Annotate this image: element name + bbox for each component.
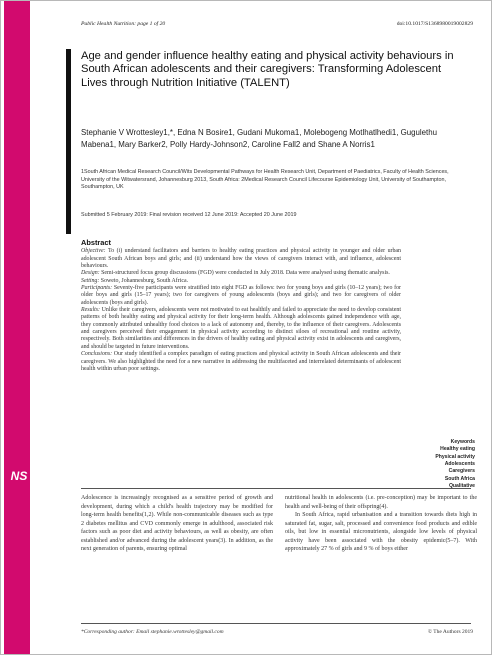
author-list: Stephanie V Wrottesley1,*, Edna N Bosire1, Gudani Mukoma1, Molebogeng Motlhatlhedi1, Gugulethu Mabena1, Mary Barker2, Polly Hardy-Johnson2, Caroline Fall2 and Shane A Norris1 [81,128,438,149]
abstract-heading: Abstract [81,238,111,247]
abstract-setting: Setting: Soweto, Johannesburg, South Africa. [81,277,189,284]
copyright: © The Authors 2019 [427,629,473,635]
keyword-item: South Africa [444,475,475,482]
ns-logo: NS [10,469,28,483]
footer-divider [81,623,471,624]
running-head-doi: doi:10.1017/S1368980019002829 [396,21,473,27]
body-paragraph: Adolescence is increasingly recognised as a sensitive period of growth and development, during which a child's health trajectory may be modified for long-term health benefits(1,2). While non-communicable diseases such as type 2 diabetes mellitus and CVD commonly emerge in adulthood, associated risk factors such as poor diet and activity behaviours, as well as obesity, are often established and/or advanced during the adolescent years(3). In addition, as the next generation of parents, ensuring optimal [81,495,273,552]
abstract-participants: Participants: Seventy-five participants were stratified into eight FGD as follows: two for young boys and girls (10–12 years); two for older boys and girls (15–17 years); two for caregivers of young adolescents (boys and girls); and two for caregivers of older adolescents (boys and girls). [81,285,401,306]
body-column-right [285,494,477,554]
keywords-heading: Keywords [450,439,475,445]
abstract-results: Results: Unlike their caregivers, adolescents were not motivated to eat healthily and failed to appreciate the need to develop consistent patterns of both healthy eating and physical activity for their long-term health. Although adolescents gained independence with age, they commonly attributed unhealthy food choices to a lack of autonomy and, thereby, to the influence of their caregivers. Adolescents and caregivers perceived their engagement in physical activity according to distinct siloes of recreational and routine activity, respectively. Both similarities and differences in the drivers of healthy eating and physical activity exist in adolescents and caregivers, and should be targeted in future interventions. [81,307,401,350]
body-paragraph: In South Africa, rapid urbanisation and a transition towards diets high in saturated fat, sugar, salt, processed and convenience food products and edible oils, but low in essential micronutrients, alongside low levels of physical activity have been associated with the obesity epidemic(5–7). With approximately 27 % of girls and 9 % of boys either [285,512,477,552]
abstract [81,239,401,373]
keywords [405,439,475,490]
abstract-conclusions: Conclusions: Our study identified a complex paradigm of eating practices and physical activity in South African adolescents and their caregivers. We also highlighted the need for a new narrative in addressing the multifaceted and interrelated determinants of adolescent health within urban poor settings. [81,351,401,372]
keyword-item: Physical activity [435,453,475,460]
keyword-item: Qualitative [448,483,475,490]
running-head-journal: Public Health Nutrition: page 1 of 20 [81,21,166,27]
body-column-left [81,494,273,554]
affiliations: 1South African Medical Research Council/Wits Developmental Pathways for Health Research Unit, Department of Paediatrics, Faculty of Health Sciences, University of the Witwatersrand, Johannesburg 2013, South Africa: 2Medical Research Council Lifecourse Epidemiology Unit, University of Southampton, Southampton, UK [81,169,449,191]
journal-sidebar [4,1,30,654]
body-paragraph: nutritional health in adolescents (i.e. pre-conception) may be important to the health and well-being of their offspring(4). [285,495,477,510]
keyword-item: Adolescents [444,461,475,468]
abstract-objective: Objective: To (i) understand facilitators and barriers to healthy eating practices and physical activity in younger and older urban adolescent South African boys and girls; and (ii) understand how the views of caregivers interact with, and influence, adolescent behaviours. [81,248,401,270]
abstract-design: Design: Semi-structured focus group discussions (FGD) were conducted in July 2018. Data were analysed using thematic analysis. [81,270,390,277]
keyword-item: Healthy eating [440,446,475,453]
corresponding-author: *Corresponding author: Email stephanie.wrottesley@gmail.com [81,629,224,635]
article-title: Age and gender influence healthy eating and physical activity behaviours in South African adolescents and their caregivers: Transforming Adolescent Lives through Nutrition Initiative (TALENT) [81,50,454,89]
abstract-divider [81,488,471,489]
title-accent-bar [66,49,71,234]
keyword-item: Caregivers [448,468,475,475]
submission-dates: Submitted 5 February 2019: Final revision received 12 June 2019: Accepted 20 June 2019 [81,212,297,218]
